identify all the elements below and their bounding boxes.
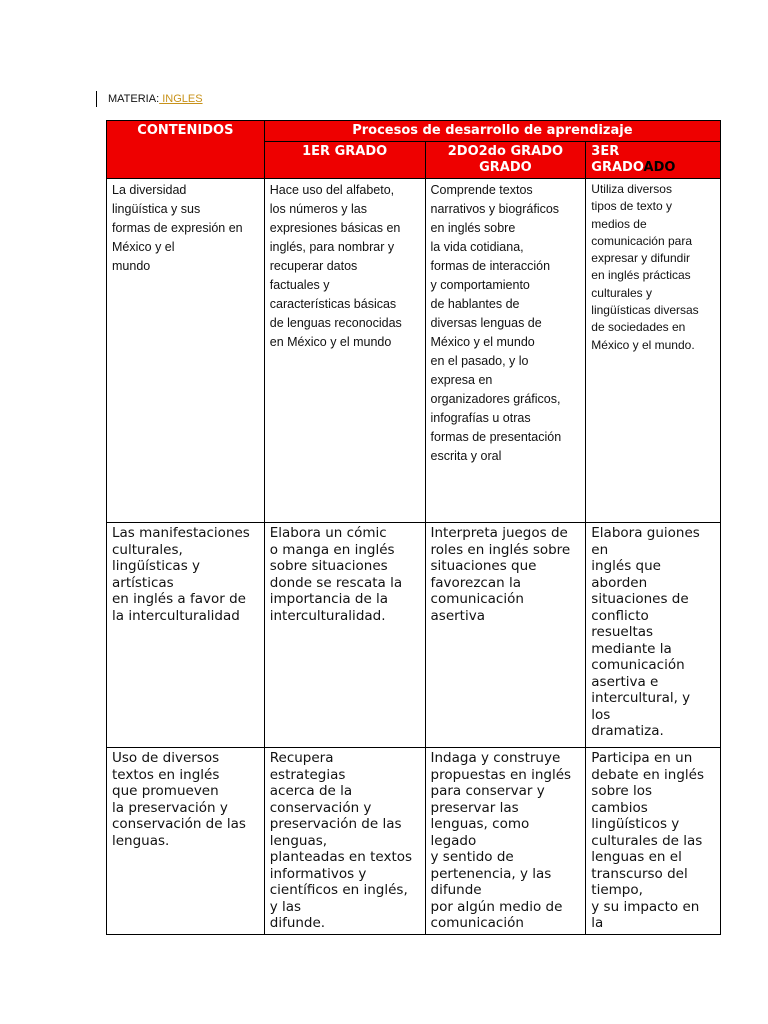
grado-3-suffix: ADO [643,160,676,175]
cell-grado-2: Comprende textos narrativos y biográficos en inglés sobre la vida cotidiana, formas de interacción y comportamiento de hablantes de diversas lenguas de México y el mundo en el pasado, y lo expresa en organizadores gráficos, infografías u otras formas de presentación escrita y oral [425,179,586,523]
materia-value[interactable]: INGLES [159,93,203,105]
materia-line [108,93,203,105]
grado-2-text: 2DO2do GRADO GRADO [447,144,564,175]
cell-grado-3: Elabora guiones en inglés que aborden situaciones de conflicto resueltas mediante la comunicación asertiva e intercultural, y los dramatiza. [586,523,721,748]
cell-grado-2: Interpreta juegos de roles en inglés sobre situaciones que favorezcan la comunicación asertiva [425,523,586,748]
table-row [107,523,721,748]
curriculum-table [106,120,721,935]
table-row [107,748,721,935]
cell-grado-1: Hace uso del alfabeto, los números y las expresiones básicas en inglés, para nombrar y recuperar datos factuales y características básicas de lenguas reconocidas en México y el mundo [264,179,425,523]
cell-grado-1: Recupera estrategias acerca de la conservación y preservación de las lenguas, planteadas en textos informativos y científicos en inglés, y las difunde. [264,748,425,935]
header-procesos: Procesos de desarrollo de aprendizaje [264,121,720,142]
cell-grado-3: Participa en un debate en inglés sobre los cambios lingüísticos y culturales de las lenguas en el transcurso del tiempo, y su impacto en la [586,748,721,935]
header-grado-1: 1ER GRADO [264,142,425,179]
cell-contenido: La diversidad lingüística y sus formas de expresión en México y el mundo [107,179,265,523]
cell-contenido: Las manifestaciones culturales, lingüísticas y artísticas en inglés a favor de la interculturalidad [107,523,265,748]
header-grado-3 [586,142,721,179]
cell-contenido: Uso de diversos textos en inglés que promueven la preservación y conservación de las lenguas. [107,748,265,935]
header-contenidos: CONTENIDOS [107,121,265,179]
cell-grado-1: Elabora un cómic o manga en inglés sobre situaciones donde se rescata la importancia de la interculturalidad. [264,523,425,748]
grado-3-text: 3ER GRADO [591,144,644,175]
table-row [107,179,721,523]
header-grado-2 [425,142,586,179]
materia-label: MATERIA: [108,93,160,105]
cell-grado-2: Indaga y construye propuestas en inglés para conservar y preservar las lenguas, como legado y sentido de pertenencia, y las difunde por algún medio de comunicación [425,748,586,935]
text-cursor [96,91,97,107]
cell-grado-3: Utiliza diversos tipos de texto y medios de comunicación para expresar y difundir en inglés prácticas culturales y lingüísticas diversas de sociedades en México y el mundo. [586,179,721,523]
